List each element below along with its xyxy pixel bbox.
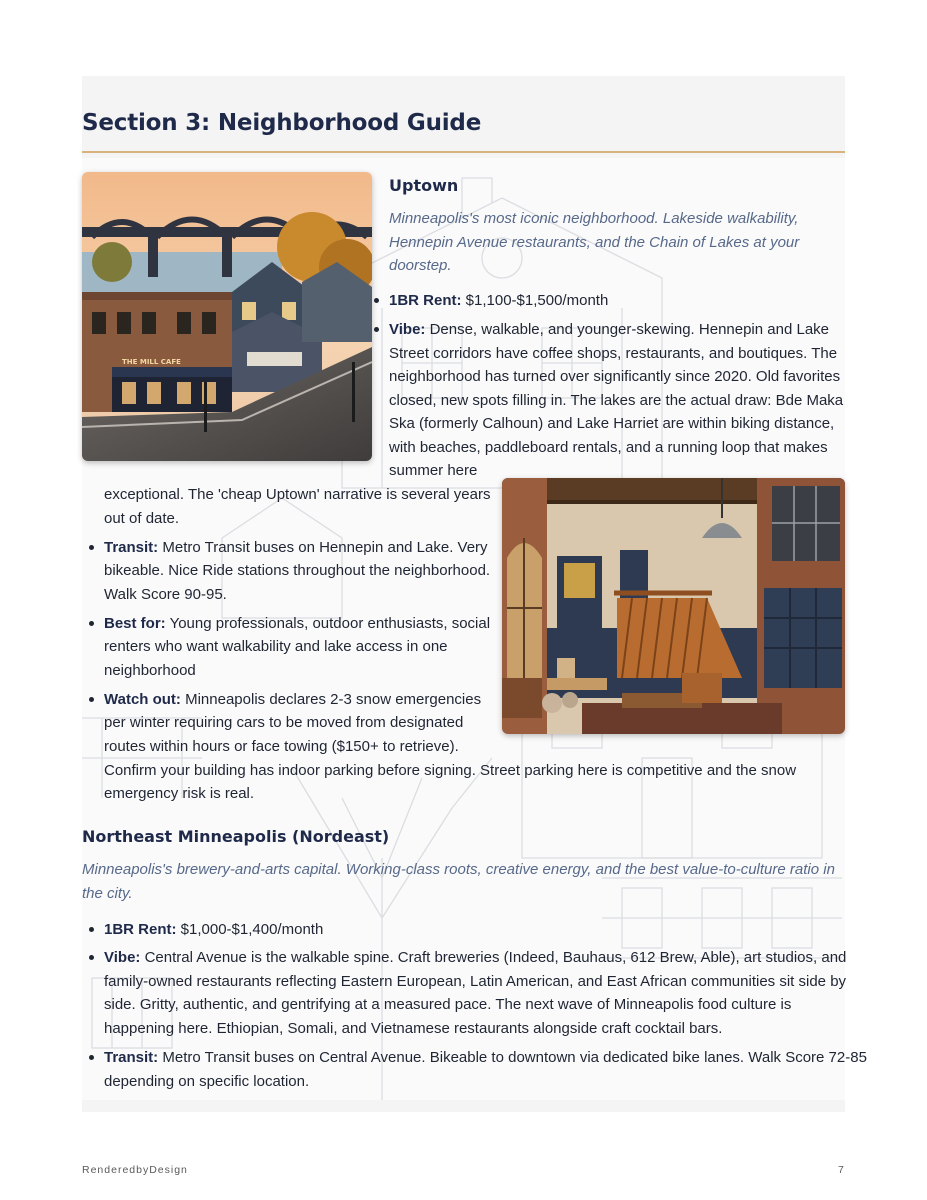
uptown-vibe-line-6: with beaches, paddleboard rentals, and a running loop that makes <box>389 439 828 456</box>
uptown-vibe-line-1: Vibe: Dense, walkable, and younger-skewing. Hennepin and Lake <box>389 321 829 338</box>
bullet <box>89 545 94 550</box>
nordeast-transit-line-2: depending on specific location. <box>104 1073 310 1090</box>
uptown-watchout-line-5: emergency risk is real. <box>104 785 255 802</box>
bullet <box>89 697 94 702</box>
nordeast-vibe-line-1: Vibe: Central Avenue is the walkable spine. Craft breweries (Indeed, Bauhaus, 612 Brew, Able), art studios, and <box>104 949 847 966</box>
uptown-vibe-line-7: summer here <box>389 462 478 479</box>
bullet <box>374 298 379 303</box>
nordeast-vibe-line-3: side. Gritty, authentic, and gentrifying at a measured pace. The next wave of Minneapolis food culture is <box>104 996 792 1013</box>
uptown-watchout-line-2: per winter requiring cars to be moved from designated <box>104 714 464 731</box>
uptown-transit-line-1: Transit: Metro Transit buses on Hennepin and Lake. Very <box>104 539 488 556</box>
nordeast-transit-line-1: Transit: Metro Transit buses on Central Avenue. Bikeable to downtown via dedicated bike lanes. Walk Score 72-85 <box>104 1049 867 1066</box>
uptown-tagline: Minneapolis's most iconic neighborhood. Lakeside walkability, Hennepin Avenue restaurants, and the Chain of Lakes at your doorstep. <box>389 210 800 274</box>
page-number: 7 <box>838 1164 844 1176</box>
uptown-bestfor-line-1: Best for: Young professionals, outdoor enthusiasts, social <box>104 615 491 632</box>
uptown-watchout-line-1: Watch out: Minneapolis declares 2-3 snow emergencies <box>104 691 482 708</box>
nordeast-vibe-line-4: happening here. Ethiopian, Somali, and Vietnamese restaurants alongside craft cocktail bars. <box>104 1020 723 1037</box>
uptown-vibe-line-8: exceptional. The 'cheap Uptown' narrative is several years <box>104 486 491 503</box>
nordeast-heading: Northeast Minneapolis (Nordeast) <box>82 827 390 846</box>
nordeast-vibe-line-2: family-owned restaurants reflecting Eastern European, Latin American, and East African communities sit side by <box>104 973 847 990</box>
bullet <box>89 927 94 932</box>
uptown-rent-line: 1BR Rent: $1,100-$1,500/month <box>389 292 609 309</box>
uptown-vibe-line-9: out of date. <box>104 510 180 527</box>
interior-staircase-photo <box>502 478 845 734</box>
uptown-vibe-line-3: neighborhood has turned over significantly since 2020. Old favorites <box>389 368 841 385</box>
uptown-street-photo <box>82 172 372 461</box>
uptown-transit-line-3: Walk Score 90-95. <box>104 586 227 603</box>
uptown-heading: Uptown <box>389 176 459 195</box>
uptown-bestfor-line-3: neighborhood <box>104 662 196 679</box>
uptown-vibe-line-2: Street corridors have coffee shops, restaurants, and boutiques. The <box>389 345 838 362</box>
uptown-vibe-line-5: Ska (formerly Calhoun) and Lake Harriet are within biking distance, <box>389 415 835 432</box>
uptown-transit-line-2: bikeable. Nice Ride stations throughout the neighborhood. <box>104 562 491 579</box>
nordeast-tagline: Minneapolis's brewery-and-arts capital. Working-class roots, creative energy, and the best value-to-culture ratio in the city. <box>82 861 835 902</box>
uptown-watchout-line-3: routes within hours or face towing ($150+ to retrieve). <box>104 738 459 755</box>
bullet <box>89 1055 94 1060</box>
footer-brand: RenderedbyDesign <box>82 1164 188 1176</box>
uptown-watchout-line-4: Confirm your building has indoor parking before signing. Street parking here is competitive and the snow <box>104 762 797 779</box>
cafe-sign-text: THE MILL CAFE <box>122 358 181 366</box>
section-title: Section 3: Neighborhood Guide <box>82 110 482 136</box>
bullet <box>89 621 94 626</box>
bullet <box>374 327 379 332</box>
bullet <box>89 955 94 960</box>
title-underline <box>82 151 845 153</box>
uptown-bestfor-line-2: renters who want walkability and lake access in one <box>104 638 448 655</box>
nordeast-rent-line: 1BR Rent: $1,000-$1,400/month <box>104 921 324 938</box>
uptown-vibe-line-4: closed, new spots filling in. The lakes are the actual draw: Bde Maka <box>389 392 844 409</box>
